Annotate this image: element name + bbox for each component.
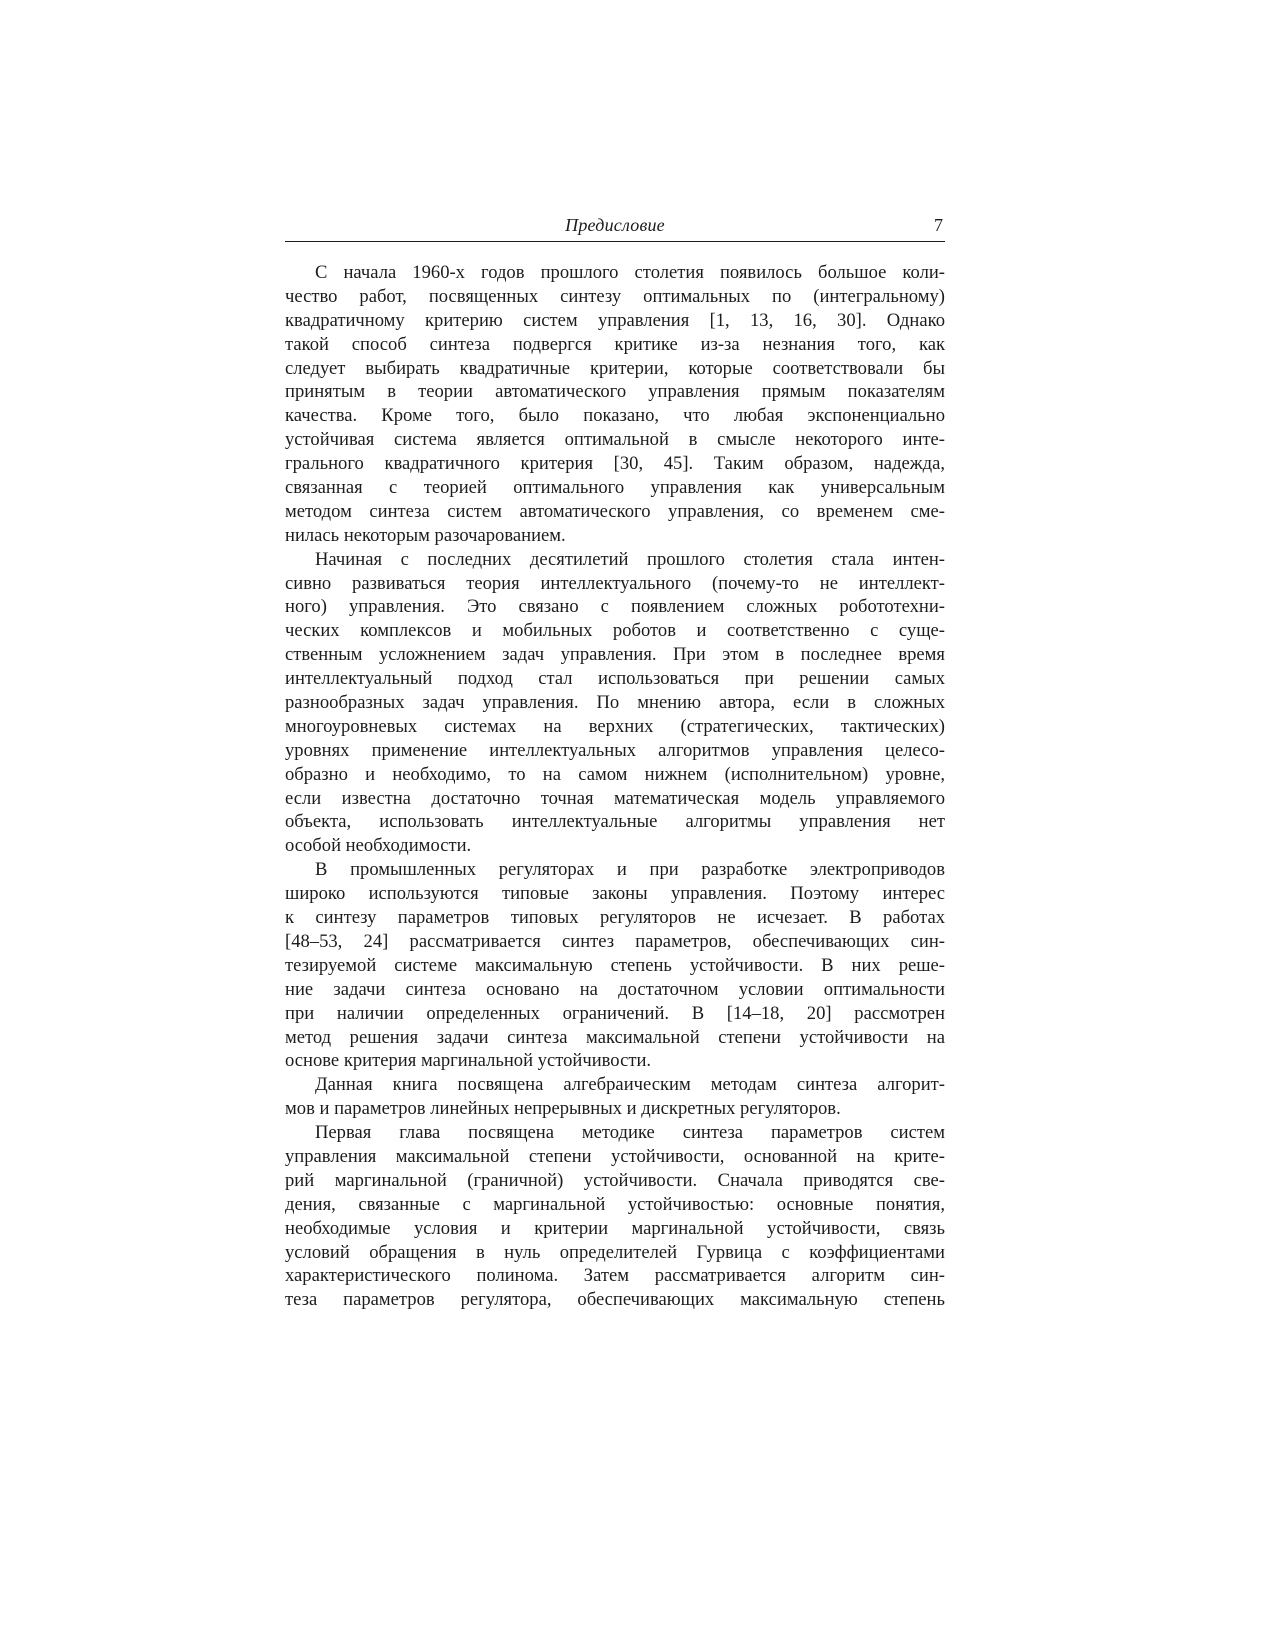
text-line: тезируемой системе максимальную степень устойчивости. В них реше- (285, 954, 945, 976)
text-line: рий маргинальной (граничной) устойчивости. Сначала приводятся све- (285, 1169, 945, 1191)
text-line: качества. Кроме того, было показано, что любая экспоненциально (285, 405, 945, 427)
paragraph (285, 1073, 945, 1121)
text-line: Начиная с последних десятилетий прошлого столетия стала интен- (315, 548, 945, 570)
text-line: при наличии определенных ограничений. В [14–18, 20] рассмотрен (285, 1002, 945, 1024)
paragraph (285, 548, 945, 859)
text-line: если известна достаточно точная математическая модель управляемого (285, 787, 945, 809)
text-line: необходимые условия и критерии маргинальной устойчивости, связь (285, 1217, 945, 1239)
paragraph (285, 858, 945, 1073)
text-line: ние задачи синтеза основано на достаточном условии оптимальности (285, 978, 945, 1000)
text-line: интеллектуальный подход стал использоваться при решении самых (285, 668, 945, 690)
running-header (285, 215, 945, 242)
book-page (285, 215, 945, 1312)
text-line: В промышленных регуляторах и при разработке электроприводов (315, 859, 945, 881)
paragraph (285, 1121, 945, 1312)
text-line: объекта, использовать интеллектуальные алгоритмы управления нет (285, 811, 945, 833)
text-line: чество работ, посвященных синтезу оптимальных по (интегральному) (285, 285, 945, 307)
running-header-title: Предисловие (565, 215, 665, 235)
text-line: уровнях применение интеллектуальных алгоритмов управления целесо- (285, 739, 945, 761)
text-line: особой необходимости. (285, 835, 472, 857)
text-line: ческих комплексов и мобильных роботов и соответственно с суще- (285, 620, 945, 642)
text-line: устойчивая система является оптимальной в смысле некоторого инте- (285, 429, 945, 451)
paragraph (285, 261, 945, 548)
text-line: управления максимальной степени устойчивости, основанной на крите- (285, 1145, 945, 1167)
text-line: нилась некоторым разочарованием. (285, 524, 566, 546)
page-number: 7 (934, 215, 943, 235)
text-line: к синтезу параметров типовых регуляторов не исчезает. В работах (285, 907, 945, 929)
text-line: условий обращения в нуль определителей Гурвица с коэффициентами (285, 1241, 945, 1263)
text-line: ственным усложнением задач управления. При этом в последнее время (285, 644, 945, 666)
text-line: образно и необходимо, то на самом нижнем (исполнительном) уровне, (285, 763, 945, 785)
text-line: методом синтеза систем автоматического управления, со временем сме- (285, 500, 945, 522)
text-line: Данная книга посвящена алгебраическим методам синтеза алгорит- (315, 1074, 945, 1096)
text-line: принятым в теории автоматического управления прямым показателям (285, 381, 945, 403)
text-line: ного) управления. Это связано с появлением сложных робототехни- (285, 596, 945, 618)
text-line: разнообразных задач управления. По мнению автора, если в сложных (285, 692, 945, 714)
text-line: сивно развиваться теория интеллектуального (почему-то не интеллект- (285, 572, 945, 594)
text-line: такой способ синтеза подвергся критике из-за незнания того, как (285, 333, 945, 355)
text-line: широко используются типовые законы управления. Поэтому интерес (285, 883, 945, 905)
body-text (285, 261, 945, 1312)
text-line: С начала 1960-х годов прошлого столетия появилось большое коли- (315, 262, 945, 283)
text-line: Первая глава посвящена методике синтеза параметров систем (315, 1122, 945, 1144)
text-line: теза параметров регулятора, обеспечивающих максимальную степень (285, 1289, 945, 1311)
text-line: мов и параметров линейных непрерывных и дискретных регуляторов. (285, 1098, 841, 1120)
text-line: дения, связанные с маргинальной устойчивостью: основные понятия, (285, 1193, 945, 1215)
text-line: характеристического полинома. Затем рассматривается алгоритм син- (285, 1265, 945, 1287)
text-line: основе критерия маргинальной устойчивости. (285, 1050, 652, 1072)
text-line: метод решения задачи синтеза максимальной степени устойчивости на (285, 1026, 945, 1048)
text-line: [48–53, 24] рассматривается синтез параметров, обеспечивающих син- (285, 930, 945, 952)
text-line: связанная с теорией оптимального управления как универсальным (285, 477, 945, 499)
text-line: многоуровневых системах на верхних (стратегических, тактических) (285, 715, 945, 737)
text-line: квадратичному критерию систем управления [1, 13, 16, 30]. Однако (285, 309, 945, 331)
text-line: грального квадратичного критерия [30, 45]. Таким образом, надежда, (285, 453, 945, 475)
text-line: следует выбирать квадратичные критерии, которые соответствовали бы (285, 357, 945, 379)
